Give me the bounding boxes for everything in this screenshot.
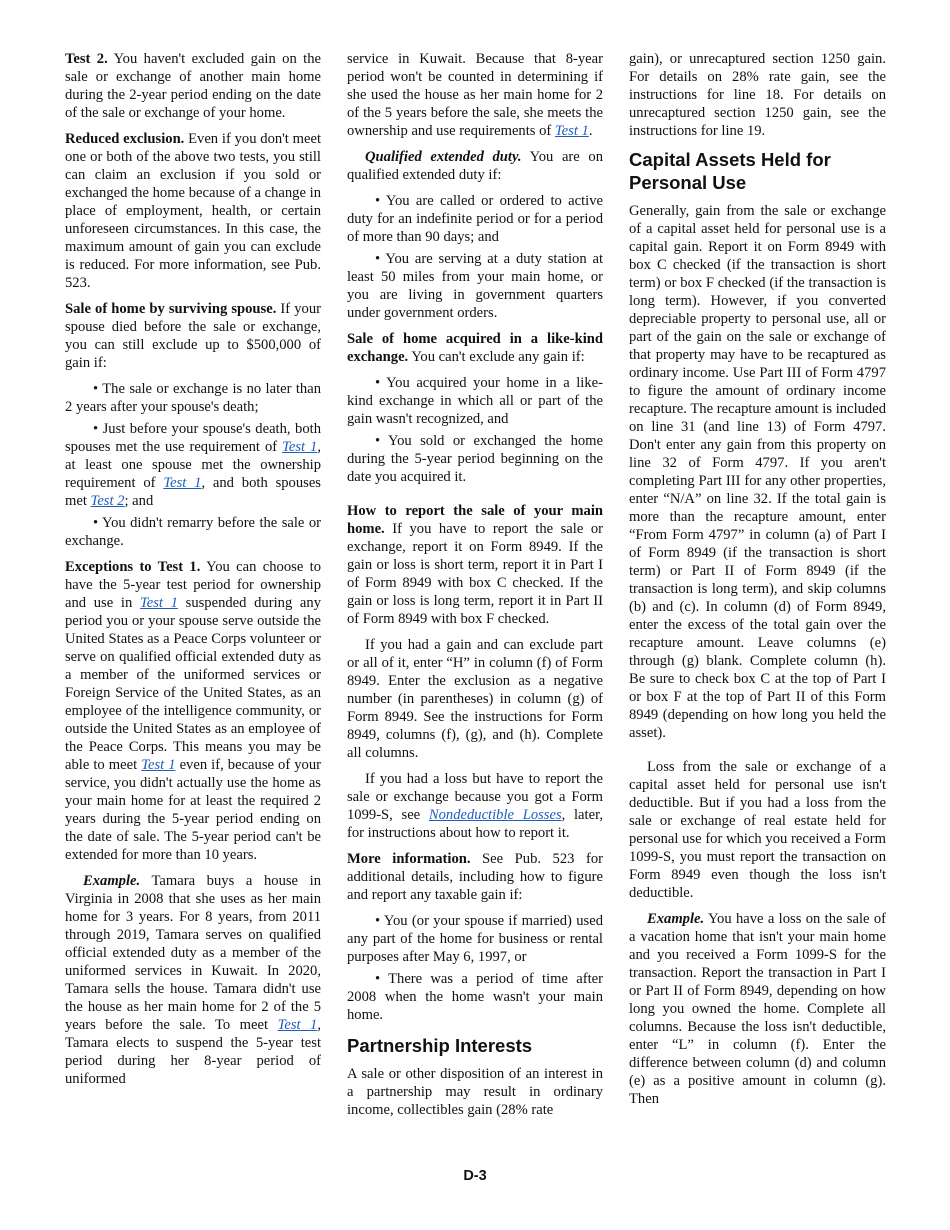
capital-assets-heading: Capital Assets Held for Personal Use: [629, 149, 831, 193]
example-heading: Example.: [647, 911, 705, 927]
list-item: • The sale or exchange is no later than 2 years after your spouse's death;: [65, 381, 321, 415]
column-middle: [347, 50, 603, 1127]
like-kind-paragraph: Sale of home acquired in a like-kind exchange. You can't exclude any gain if:: [347, 331, 603, 365]
surviving-spouse-heading: Sale of home by surviving spouse.: [65, 301, 277, 317]
test1-link[interactable]: Test 1: [141, 757, 176, 773]
test2-paragraph: Test 2. You haven't excluded gain on the sale or exchange of another main home during the 2-year period ending on the date of the sale or exchange of your home.: [65, 51, 321, 121]
bullet-icon: •: [93, 381, 99, 397]
gain-paragraph: If you had a gain and can exclude part or all of it, enter “H” in column (f) of Form 8949. Enter the exclusion as a negative number (in parentheses) in column (g) of Form 8949. See the instructions for Form 8949, columns (f), (g), and (h). Complete all columns.: [347, 637, 603, 761]
bullet-icon: •: [375, 913, 381, 929]
list-item: • You didn't remarry before the sale or exchange.: [65, 515, 321, 549]
bullet-icon: •: [375, 193, 381, 209]
bullet-icon: •: [375, 971, 381, 987]
how-to-report-paragraph: How to report the sale of your main home. If you have to report the sale or exchange, report it on Form 8949. If the gain or loss is short term, report it in Part I of Form 8949 with box C checked. If the gain or loss is long term, report it in Part II of Form 8949 with box F checked.: [347, 503, 603, 627]
list-item: • Just before your spouse's death, both spouses met the use requirement of Test 1, at least one spouse met the ownership requirement of Test 1, and both spouses met Test 2; and: [65, 421, 321, 509]
column-left: [65, 50, 321, 1096]
example-paragraph: Example. Tamara buys a house in Virginia in 2008 that she uses as her main home for 3 years. For 8 years, from 2011 through 2019, Tamara serves on qualified official extended duty as a member of the uniformed services in Kuwait. In 2020, Tamara sells the house. Tamara didn't use the house as her main home for 2 of the 5 years before the sale. To meet Test 1, Tamara elects to suspend the 5-year test period during her 8-year period of uniformed: [65, 873, 322, 1087]
test2-link[interactable]: Test 2: [90, 493, 125, 509]
page-number: D-3: [463, 1168, 487, 1184]
more-information-paragraph: More information. See Pub. 523 for additional details, including how to figure and report any taxable gain if:: [347, 851, 603, 903]
nondeductible-losses-link[interactable]: Nondeductible Losses: [428, 807, 562, 823]
bullet-icon: •: [375, 375, 381, 391]
reduced-exclusion-heading: Reduced exclusion.: [65, 131, 185, 147]
example-heading: Example.: [83, 873, 141, 889]
partnership-interests-heading: Partnership Interests: [347, 1035, 533, 1056]
exceptions-paragraph: Exceptions to Test 1. You can choose to have the 5-year test period for ownership and use in Test 1 suspended during any period you or your spouse serve outside the United States as a Peace Corps volunteer or serve on qualified official extended duty as a member of the uniformed services or Foreign Service of the United States, as an employee of the intelligence community, or outside the United States as an employee of the Peace Corps. This means you may be able to meet Test 1 even if, because of your service, you didn't actually use the home as your main home for at least the required 2 years during the 5-year period ending on the date of sale. The 5-year period can't be extended for more than 10 years.: [65, 559, 322, 863]
bullet-icon: •: [375, 433, 381, 449]
like-kind-heading: Sale of home acquired in a like-kind exchange.: [347, 331, 603, 365]
continuation-paragraph: service in Kuwait. Because that 8-year period won't be counted in determining if she used the house as her main home for 2 of the 5 years before the sale, she meets the ownership and use requirements of Test 1.: [347, 51, 603, 139]
list-item: • You are called or ordered to active duty for an indefinite period or for a period of more than 90 days; and: [347, 193, 603, 245]
bullet-icon: •: [93, 421, 99, 437]
test1-link[interactable]: Test 1: [282, 439, 318, 455]
test2-heading: Test 2.: [65, 51, 108, 67]
list-item: • You (or your spouse if married) used any part of the home for business or rental purposes after May 6, 1997, or: [347, 913, 603, 965]
list-item: • You acquired your home in a like-kind exchange in which all or part of the gain wasn't recognized, and: [347, 375, 603, 427]
list-item: • You are serving at a duty station at least 50 miles from your main home, or you are living in government quarters under government orders.: [347, 251, 603, 321]
partnership-paragraph: A sale or other disposition of an interest in a partnership may result in ordinary income, collectibles gain (28% rate: [347, 1066, 603, 1118]
how-to-report-heading: How to report the sale of your main home.: [347, 503, 603, 537]
test1-link[interactable]: Test 1: [163, 475, 202, 491]
test1-link[interactable]: Test 1: [554, 123, 589, 139]
loss-paragraph: If you had a loss but have to report the sale or exchange because you got a Form 1099-S, see Nondeductible Losses, later, for instructions about how to report it.: [347, 771, 603, 841]
continuation-paragraph: gain), or unrecaptured section 1250 gain. For details on 28% rate gain, see the instructions for line 18. For details on unrecaptured section 1250 gain, see the instructions for line 19.: [629, 51, 886, 139]
surviving-spouse-paragraph: Sale of home by surviving spouse. If your spouse died before the sale or exchange, you can still exclude up to $500,000 of gain if:: [65, 301, 321, 371]
bullet-icon: •: [93, 515, 99, 531]
bullet-icon: •: [375, 251, 381, 267]
list-item: • You sold or exchanged the home during the 5-year period beginning on the date you acquired it.: [347, 433, 603, 485]
example-paragraph: Example. You have a loss on the sale of a vacation home that isn't your main home and you received a Form 1099-S for the transaction. Report the transaction in Part I or Part II of Form 8949, depending on how long you owned the home. Complete all columns. Because the loss isn't deductible, enter “L” in column (f). Enter the difference between column (d) and column (e) as a positive amount in column (g). Then: [629, 911, 886, 1107]
reduced-exclusion-paragraph: Reduced exclusion. Even if you don't meet one or both of the above two tests, you still can claim an exclusion if you sold or exchanged the home because of a change in place of employment, health, or certain unforeseen circumstances. In this case, the maximum amount of gain you can exclude is reduced. For more information, see Pub. 523.: [65, 131, 321, 291]
more-information-heading: More information.: [347, 851, 471, 867]
test1-link[interactable]: Test 1: [139, 595, 178, 611]
column-right: [629, 50, 886, 1116]
personal-loss-paragraph: Loss from the sale or exchange of a capital asset held for personal use isn't deductible. But if you had a loss from the sale or exchange of real estate held for personal use for which you received a Form 1099-S, you must report the transaction on Form 8949 even though the loss isn't deductible.: [629, 759, 886, 901]
list-item: • There was a period of time after 2008 when the home wasn't your main home.: [347, 971, 603, 1023]
qualified-duty-paragraph: Qualified extended duty. You are on qualified extended duty if:: [347, 149, 603, 183]
exceptions-heading: Exceptions to Test 1.: [65, 559, 201, 575]
qualified-duty-heading: Qualified extended duty.: [365, 149, 522, 165]
capital-assets-paragraph: Generally, gain from the sale or exchange of a capital asset held for personal use is a capital gain. Report it on Form 8949 with box C checked (if the transaction is short term) or box F checked (if the transaction is long term). However, if you converted depreciable property to personal use, all or part of the gain on the sale or exchange of that property may have to be recaptured as ordinary income. Use Part III of Form 4797 to figure the amount of ordinary income recapture. The recapture amount is included on line 31 (and line 13) of Form 4797. Don't enter any gain from this property on line 32 of Form 4797. If you aren't completing Part III for any other properties, enter “N/A” on line 32. If the total gain is more than the recapture amount, enter “From Form 4797” in column (a) of Part I of Form 8949 (if the transaction is short term) or Part II of Form 8949 (if the transaction is long term), and skip columns (b) and (c). In column (d) of Form 8949, enter the excess of the total gain over the recapture amount. Leave columns (e) through (g) blank. Complete column (h). Be sure to check box C at the top of Part I or box F at the top of Part II of this Form 8949 (depending on how long you held the asset).: [629, 203, 886, 741]
test1-link[interactable]: Test 1: [277, 1017, 318, 1033]
